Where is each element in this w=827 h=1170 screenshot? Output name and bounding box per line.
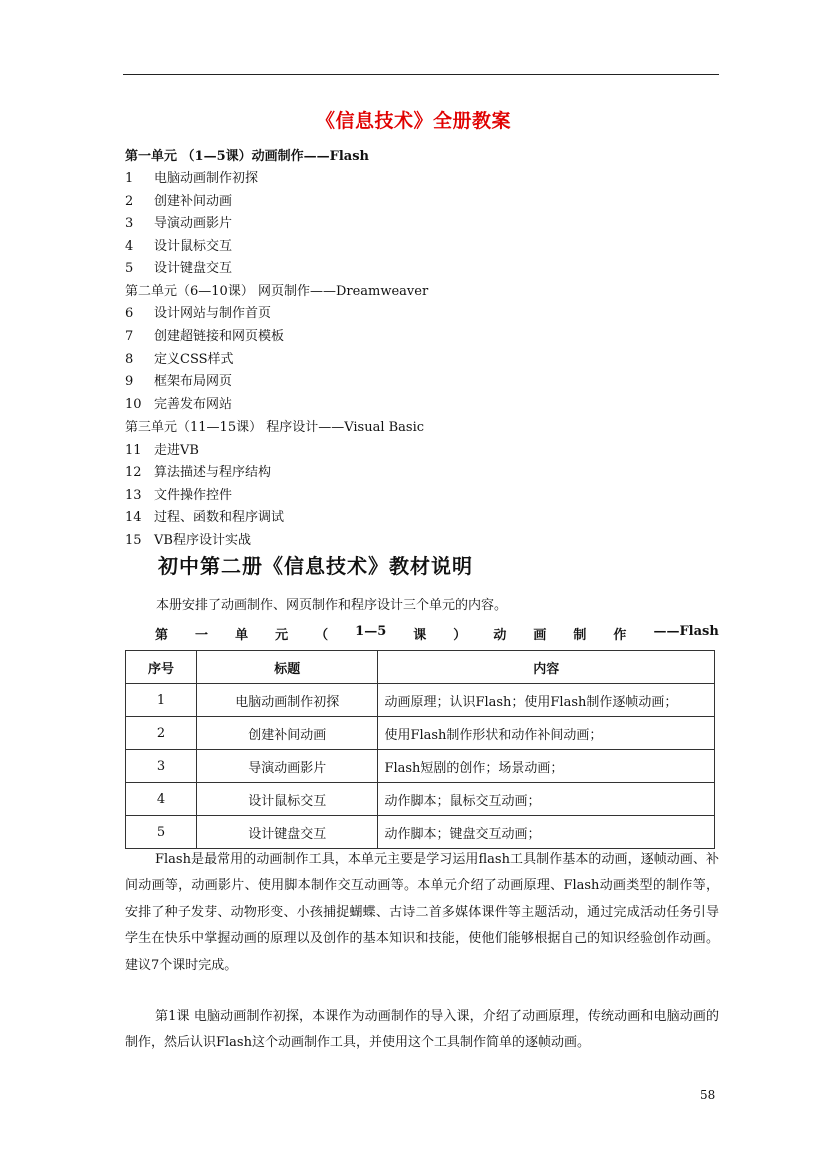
cell-content: 使用Flash制作形状和动作补间动画； [378,717,715,750]
section-intro: 本册安排了动画制作、网页制作和程序设计三个单元的内容。 [156,598,508,613]
table-row [126,717,715,750]
table-row [126,783,715,816]
cell-title: 电脑动画制作初探 [197,684,378,717]
unit1-spaced-heading: 第 一 单 元 （ 1—5 课 ） 动 画 制 作 ——Flash [155,624,719,643]
cell-no: 1 [126,684,197,717]
table-header-row [126,651,715,684]
toc-item: 5 设计键盘交互 [125,261,233,276]
toc-item: 4 设计鼠标交互 [125,239,233,254]
toc-item: 2 创建补间动画 [125,194,233,209]
cell-title: 设计鼠标交互 [197,783,378,816]
toc-item: 8 定义CSS样式 [125,352,234,367]
cell-content: 动作脚本；鼠标交互动画； [378,783,715,816]
cell-no: 4 [126,783,197,816]
toc-item: 12 算法描述与程序结构 [125,465,272,480]
cell-content: 动画原理；认识Flash；使用Flash制作逐帧动画； [378,684,715,717]
cell-title: 创建补间动画 [197,717,378,750]
toc-item: 14 过程、函数和程序调试 [125,510,285,525]
lesson-table [125,650,715,849]
page-number: 58 [700,1088,716,1102]
toc-item: 6 设计网站与制作首页 [125,306,272,321]
cell-title: 导演动画影片 [197,750,378,783]
unit1-heading: 第一单元 （1—5课）动画制作——Flash [125,149,369,164]
toc-item: 10 完善发布网站 [125,397,233,412]
body-paragraph-2: 第1课 电脑动画制作初探，本课作为动画制作的导入课，介绍了动画原理，传统动画和电脑动画的制作，然后认识Flash这个动画制作工具，并使用这个工具制作简单的逐帧动画。 [125,1009,719,1051]
cell-title: 设计键盘交互 [197,816,378,849]
toc-item: 9 框架布局网页 [125,374,233,389]
header-title: 标题 [197,651,378,684]
cell-no: 2 [126,717,197,750]
unit2-heading: 第二单元（6—10课） 网页制作——Dreamweaver [125,284,429,299]
table-row [126,816,715,849]
toc-item: 15 VB程序设计实战 [125,533,251,548]
header-content: 内容 [378,651,715,684]
header-rule [123,74,719,75]
cell-no: 5 [126,816,197,849]
toc-item: 13 文件操作控件 [125,488,233,503]
body-paragraph-1: Flash是最常用的动画制作工具，本单元主要是学习运用flash工具制作基本的动画，逐帧动画、补间动画等，动画影片、使用脚本制作交互动画等。本单元介绍了动画原理、Flash动画类型的制作等，安排了种子发芽、动物形变、小孩捕捉蝴蝶、古诗二首多媒体课件等主题活动，通过完成活动任务引导学生在快乐中掌握动画的原理以及创作的基本知识和技能，使他们能够根据自己的知识经验创作动画。建议7个课时完成。 [125,852,719,973]
cell-content: Flash短剧的创作；场景动画； [378,750,715,783]
table-row [126,750,715,783]
toc-item: 3 导演动画影片 [125,216,233,231]
toc-item: 1 电脑动画制作初探 [125,171,259,186]
table-row [126,684,715,717]
unit3-heading: 第三单元（11—15课） 程序设计——Visual Basic [125,420,425,435]
cell-content: 动作脚本；键盘交互动画； [378,816,715,849]
toc-item: 7 创建超链接和网页模板 [125,329,285,344]
document-title: 《信息技术》全册教案 [315,110,511,132]
header-no: 序号 [126,651,197,684]
cell-no: 3 [126,750,197,783]
toc-item: 11 走进VB [125,443,199,458]
section-heading: 初中第二册《信息技术》教材说明 [158,554,473,578]
